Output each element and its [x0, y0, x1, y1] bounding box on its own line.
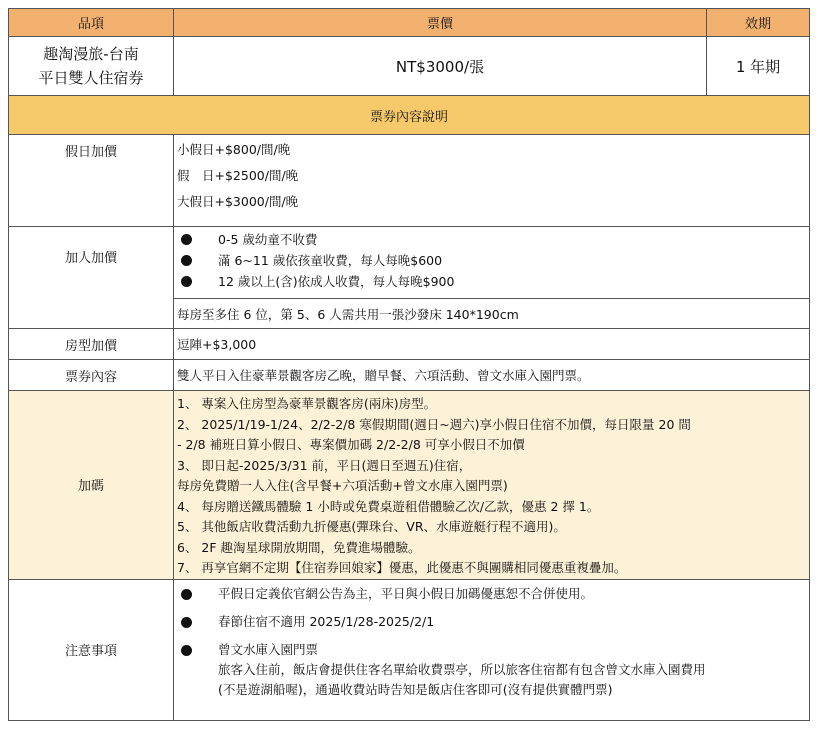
extra-person-bullet: [177, 229, 809, 250]
promo-line: 3、 即日起-2025/3/31 前，平日(週日至週五)住宿，: [177, 457, 472, 473]
section-row: [9, 96, 810, 135]
notes-item3-title: 曾文水庫入園門票: [218, 641, 319, 657]
ticket-content-value: 雙人平日入住豪華景觀客房乙晚，贈早餐、六項活動、曾文水庫入園門票。: [174, 360, 810, 391]
notes-item: [177, 640, 809, 700]
room-upgrade-label: 房型加價: [9, 329, 174, 360]
promo-line: 7、 再享官網不定期【住宿券回娘家】優惠，此優惠不與團購相同優惠重複疊加。: [177, 560, 627, 575]
extra-person-row: [9, 227, 810, 299]
product-row: [9, 37, 810, 96]
extra-person-note: 每房至多住 6 位，第 5、6 人需共用一張沙發床 140*190cm: [174, 299, 810, 329]
notes-values: [174, 579, 810, 720]
section-title: 票券內容說明: [9, 96, 810, 135]
promo-line: 每房免費贈一人入住(含早餐+六項活動+曾文水庫入園門票): [177, 478, 508, 493]
product-validity: 1 年期: [707, 37, 810, 96]
bullet-icon: [181, 589, 192, 600]
product-price: NT$3000/張: [174, 37, 707, 96]
promo-label: 加碼: [9, 391, 174, 580]
bullet-text: 12 歲以上(含)依成人收費，每人每晚$900: [218, 274, 455, 289]
header-validity: 效期: [707, 9, 810, 37]
promo-line: 4、 每房贈送鐵馬體驗 1 小時或免費桌遊租借體驗乙次/乙款，優惠 2 擇 1。: [177, 498, 600, 514]
ticket-content-label: 票券內容: [9, 360, 174, 391]
notes-item: [177, 612, 809, 632]
header-item: 品項: [9, 9, 174, 37]
extra-person-bullet: [177, 250, 809, 271]
notes-item3-body: 旅客入住前，飯店會提供住客名單給收費票亭，所以旅客住宿都有包含曾文水庫入園費用: [218, 661, 706, 677]
promo-values: [174, 391, 810, 580]
bullet-icon: [181, 276, 192, 287]
notes-item-text: [218, 640, 706, 700]
promo-line: - 2/8 補班日算小假日、專案價加碼 2/2-2/8 可享小假日不加價: [177, 437, 525, 452]
notes-item-text: 春節住宿不適用 2025/1/28-2025/2/1: [218, 613, 435, 629]
bullet-icon: [181, 255, 192, 266]
holiday-label: 假日加價: [9, 135, 174, 227]
room-upgrade-value: 逗陣+$3,000: [174, 329, 810, 360]
product-name: [9, 37, 174, 96]
bullet-icon: [181, 234, 192, 245]
notes-item: [177, 584, 809, 604]
holiday-line-major: 大假日+$3000/間/晚: [177, 194, 299, 209]
product-name-line1: 趣淘漫旅-台南: [43, 45, 139, 63]
notes-label: 注意事項: [9, 579, 174, 720]
extra-person-bullet: [177, 271, 809, 292]
room-upgrade-row: [9, 329, 810, 360]
ticket-content-row: [9, 360, 810, 391]
notes-row: [9, 579, 810, 720]
promo-line: 1、 專案入住房型為豪華景觀客房(兩床)房型。: [177, 396, 437, 411]
ticket-table: [8, 8, 810, 721]
promo-line: 2、 2025/1/19-1/24、2/2-2/8 寒假期間(週日~週六)享小假日住宿不加價，每日限量 20 間: [177, 416, 691, 432]
bullet-icon: [181, 617, 192, 628]
bullet-text: 滿 6~11 歲依孩童收費，每人每晚$600: [218, 253, 443, 268]
bullet-icon: [181, 645, 192, 656]
extra-person-label: 加人加價: [9, 227, 174, 329]
promo-line: 6、 2F 趣淘星球開放期間，免費進場體驗。: [177, 539, 421, 555]
holiday-row: [9, 135, 810, 227]
promo-line: 5、 其他飯店收費活動九折優惠(彈珠台、VR、水庫遊艇行程不適用)。: [177, 519, 566, 534]
holiday-values: [174, 135, 810, 227]
header-row: [9, 9, 810, 37]
bullet-text: 0-5 歲幼童不收費: [218, 232, 318, 247]
notes-item-text: 平假日定義依官網公告為主，平日與小假日加碼優惠恕不合併使用。: [218, 585, 594, 601]
extra-person-bullets: [174, 227, 810, 299]
holiday-line-regular: 假 日+$2500/間/晚: [177, 168, 299, 183]
notes-item3-body: (不是遊湖船喔)，通過收費站時告知是飯店住客即可(沒有提供實體門票): [218, 681, 613, 697]
product-name-line2: 平日雙人住宿券: [38, 69, 144, 87]
holiday-line-small: 小假日+$800/間/晚: [177, 142, 291, 157]
header-price: 票價: [174, 9, 707, 37]
promo-row: [9, 391, 810, 580]
